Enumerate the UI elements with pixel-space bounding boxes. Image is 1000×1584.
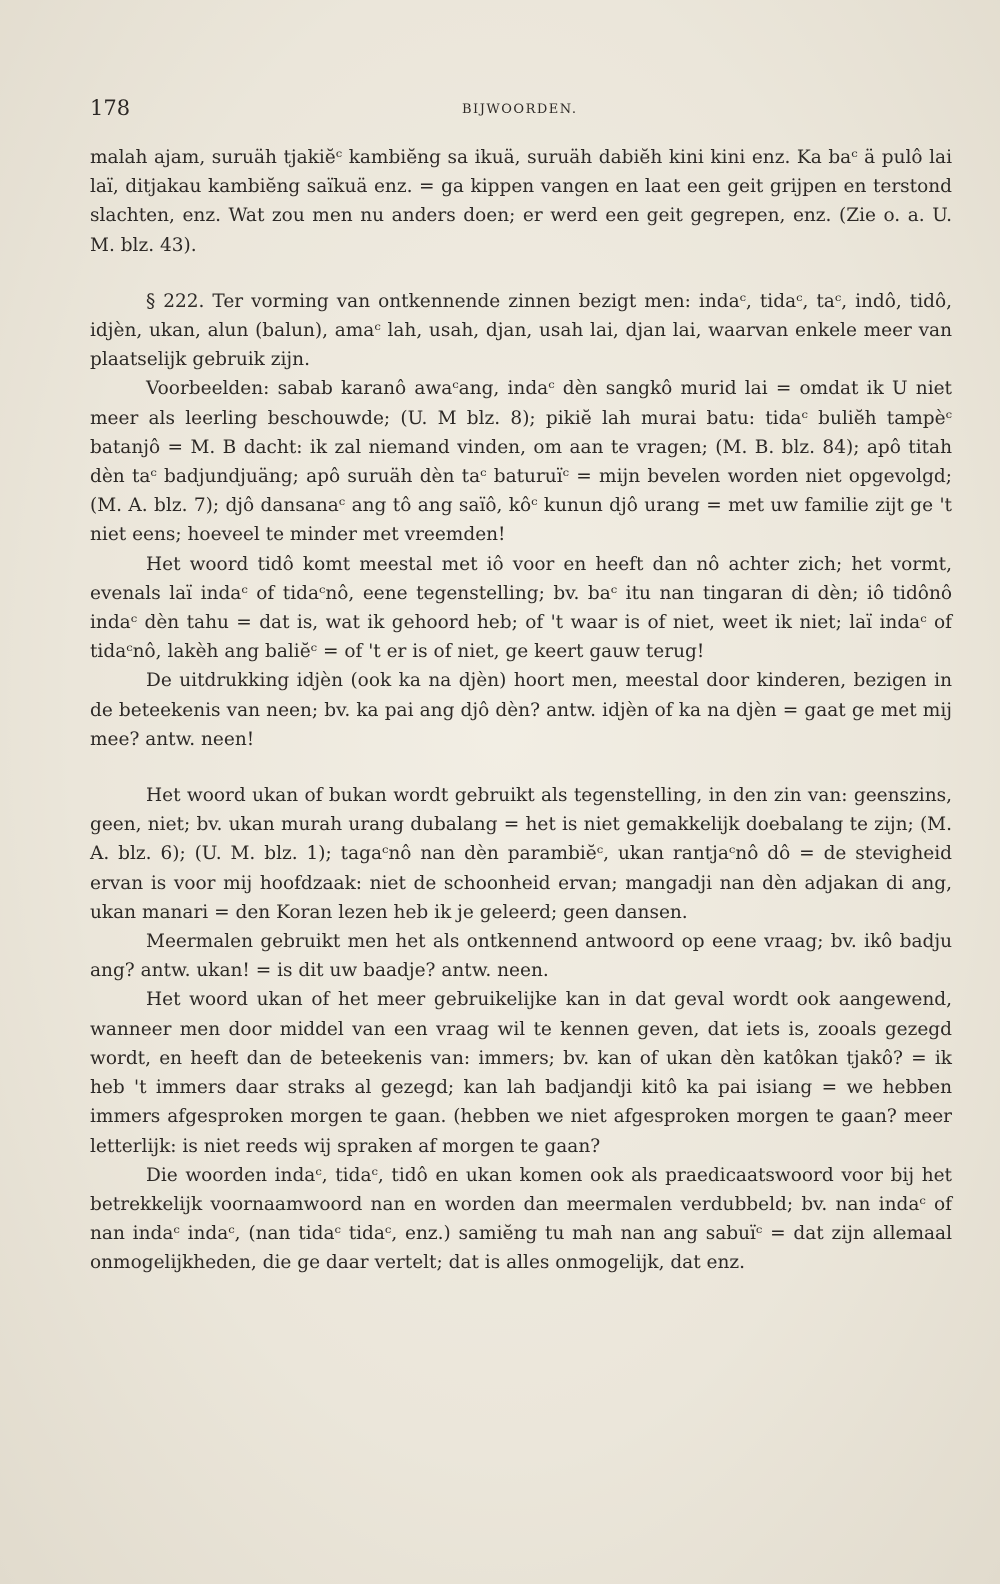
paragraph-answer: Meermalen gebruikt men het als ontkennend antwoord op eene vraag; bv. ikô badju ang? antw. ukan! = is dit uw baadje? antw. neen. (90, 931, 952, 982)
paragraph-section-222: § 222. Ter vorming van ontkennende zinnen bezigt men: indaᶜ, tidaᶜ, taᶜ, indô, tidô, idjèn, ukan, alun (balun), amaᶜ lah, usah, djan, usah lai, djan lai, waarvan enkele meer van plaatselijk gebruik zijn. (90, 290, 952, 371)
paragraph-examples: Voorbeelden: sabab karanô awaᶜang, indaᶜ dèn sangkô murid lai = omdat ik U niet meer als leerling beschouwde; (U. M blz. 8); pikiĕ lah murai batu: tidaᶜ buliĕh tampèᶜ batanjô = M. B dacht: ik zal niemand vinden, om aan te vragen; (M. B. blz. 84); apô titah dèn taᶜ badjundjuäng; apô suruäh dèn taᶜ baturuïᶜ = mijn bevelen worden niet opgevolgd; (M. A. blz. 7); djô dansanaᶜ ang tô ang saïô, kôᶜ kunun djô urang = met uw familie zijt ge 't niet eens; hoeveel te minder met vreemden! (90, 378, 952, 546)
paragraph-continuation: malah ajam, suruäh tjakiĕᶜ kambiĕng sa ikuä, suruäh dabiĕh kini kini enz. Ka baᶜ ä pulô lai laï, ditjakau kambiĕng saïkuä enz. = ga kippen vangen en laat een geit grijpen en terstond slachten, enz. Wat zou men nu anders doen; er werd een geit gegrepen, enz. (Zie o. a. U. M. blz. 43). (90, 147, 952, 256)
paragraph-gap (90, 754, 952, 781)
running-head: BIJWOORDEN. (462, 102, 578, 117)
page-header (90, 96, 952, 130)
paragraph-idjen: De uitdrukking idjèn (ook ka na djèn) hoort men, meestal door kinderen, bezigen in de beteekenis van neen; bv. ka pai ang djô dèn? antw. idjèn of ka na djèn = gaat ge met mij mee? antw. neen! (90, 670, 952, 750)
body-text (90, 143, 952, 1278)
paragraph-ukan: Het woord ukan of bukan wordt gebruikt als tegenstelling, in den zin van: geenszins, geen, niet; bv. ukan murah urang dubalang = het is niet gemakkelijk doebalang te zijn; (M. A. blz. 6); (U. M. blz. 1); tagaᶜnô nan dèn parambiĕᶜ, ukan rantjaᶜnô dô = de stevigheid ervan is voor mij hoofdzaak: niet de schoonheid ervan; mangadji nan dèn adjakan di ang, ukan manari = den Koran lezen heb ik je geleerd; geen dansen. (90, 785, 952, 923)
page-number: 178 (90, 96, 131, 120)
paragraph-kan: Het woord ukan of het meer gebruikelijke kan in dat geval wordt ook aangewend, wanneer men door middel van een vraag wil te kennen geven, dat iets is, zooals gezegd wordt, en heeft dan de beteekenis van: immers; bv. kan of ukan dèn katôkan tjakô? = ik heb 't immers daar straks al gezegd; kan lah badjandji kitô ka pai isiang = we hebben immers afgesproken morgen te gaan. (hebben we niet afgesproken morgen te gaan? meer letterlijk: is niet reeds wij spraken af morgen te gaan? (90, 989, 952, 1157)
paragraph-tido: Het woord tidô komt meestal met iô voor en heeft dan nô achter zich; het vormt, evenals laï indaᶜ of tidaᶜnô, eene tegenstelling; bv. baᶜ itu nan tingaran di dèn; iô tidônô indaᶜ dèn tahu = dat is, wat ik gehoord heb; of 't waar is of niet, weet ik niet; laï indaᶜ of tidaᶜnô, lakèh ang baliĕᶜ = of 't er is of niet, ge keert gauw terug! (90, 553, 952, 663)
paragraph-predicate: Die woorden indaᶜ, tidaᶜ, tidô en ukan komen ook als praedicaatswoord voor bij het betrekkelijk voornaamwoord nan en worden dan meermalen verdubbeld; bv. nan indaᶜ of nan indaᶜ indaᶜ, (nan tidaᶜ tidaᶜ, enz.) samiĕng tu mah nan ang sabuïᶜ = dat zijn allemaal onmogelijkheden, die ge daar vertelt; dat is alles onmogelijk, dat enz. (90, 1164, 952, 1274)
section-gap (90, 260, 952, 287)
